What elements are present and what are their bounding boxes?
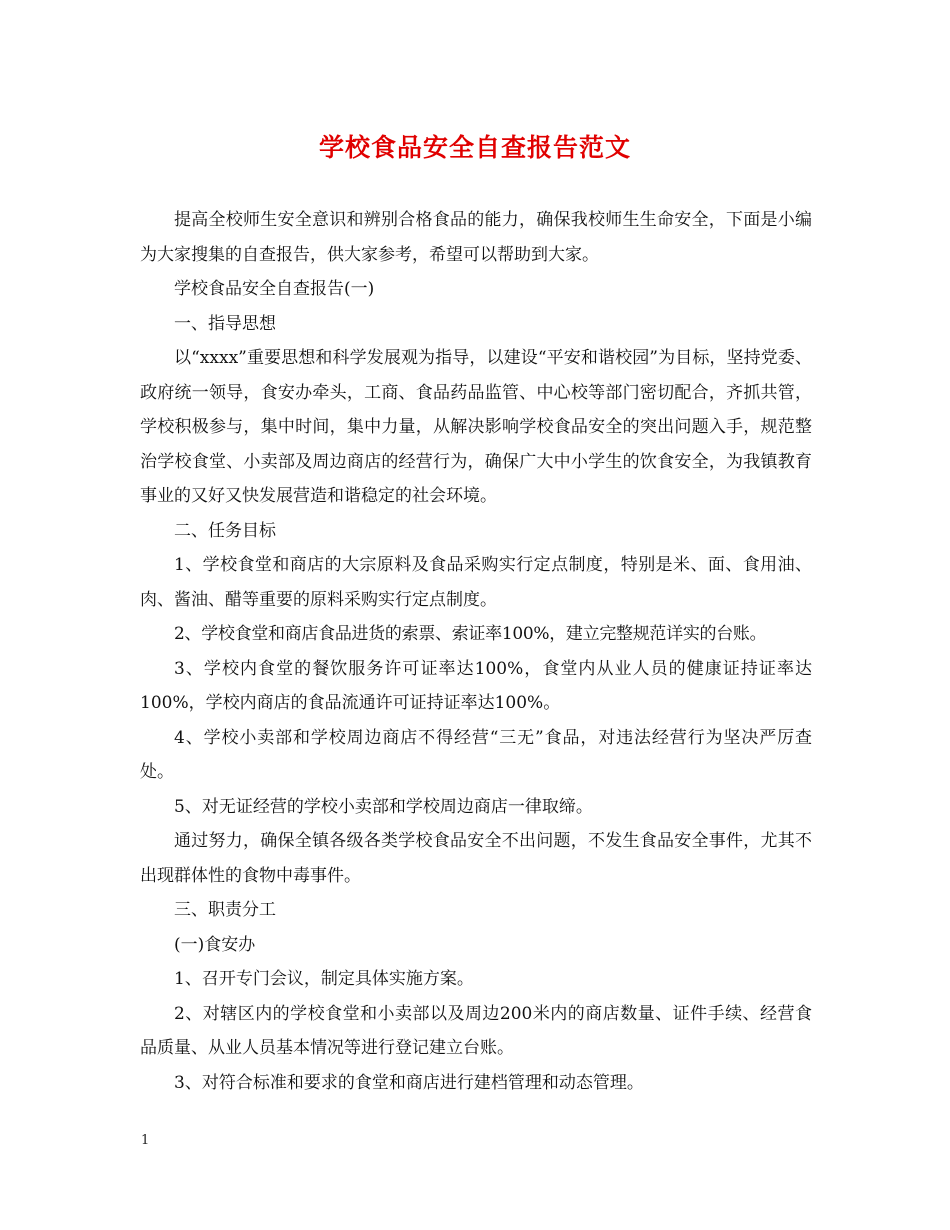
document-body (140, 203, 812, 1100)
task-goal-item-2: 2、学校食堂和商店食品进货的索票、索证率100%，建立完整规范详实的台账。 (174, 624, 767, 644)
responsibility-item-2: 2、对辖区内的学校食堂和小卖部以及周边200米内的商店数量、证件手续、经营食品质量、从业人员基本情况等进行登记建立台账。 (140, 1003, 812, 1058)
responsibility-item-1: 1、召开专门会议，制定具体实施方案。 (174, 969, 474, 989)
responsibility-item-3: 3、对符合标准和要求的食堂和商店进行建档管理和动态管理。 (174, 1072, 644, 1093)
report-subtitle: 学校食品安全自查报告(一) (174, 279, 375, 299)
page-number: 1 (141, 1133, 150, 1148)
intro-paragraph: 提高全校师生安全意识和辨别合格食品的能力，确保我校师生生命安全，下面是小编为大家搜集的自查报告，供大家参考，希望可以帮助到大家。 (140, 210, 812, 265)
task-goal-item-4: 4、学校小卖部和学校周边商店不得经营“三无”食品，对违法经营行为坚决严厉查处。 (140, 727, 812, 782)
subsection-heading-food-safety-office: (一)食安办 (174, 934, 256, 955)
section-heading-task-goals: 二、任务目标 (174, 520, 276, 541)
task-goal-item-1: 1、学校食堂和商店的大宗原料及食品采购实行定点制度，特别是米、面、食用油、肉、酱油、醋等重要的原料采购实行定点制度。 (140, 555, 812, 610)
task-goal-item-5: 5、对无证经营的学校小卖部和学校周边商店一律取缔。 (174, 796, 593, 817)
section-heading-guiding-ideology: 一、指导思想 (174, 313, 276, 334)
section-heading-responsibilities: 三、职责分工 (174, 900, 276, 920)
guiding-ideology-paragraph: 以“xxxx”重要思想和科学发展观为指导，以建设“平安和谐校园”为目标，坚持党委、政府统一领导，食安办牵头，工商、食品药品监管、中心校等部门密切配合，齐抓共管，学校积极参与，集中时间，集中力量，从解决影响学校食品安全的突出问题入手，规范整治学校食堂、小卖部及周边商店的经营行为，确保广大中小学生的饮食安全，为我镇教育事业的又好又快发展营造和谐稳定的社会环境。 (140, 348, 812, 506)
document-title: 学校食品安全自查报告范文 (318, 133, 631, 162)
task-goals-summary: 通过努力，确保全镇各级各类学校食品安全不出问题，不发生食品安全事件，尤其不出现群体性的食物中毒事件。 (140, 831, 812, 886)
task-goal-item-3: 3、学校内食堂的餐饮服务许可证率达100%，食堂内从业人员的健康证持证率达100%，学校内商店的食品流通许可证持证率达100%。 (140, 658, 812, 713)
